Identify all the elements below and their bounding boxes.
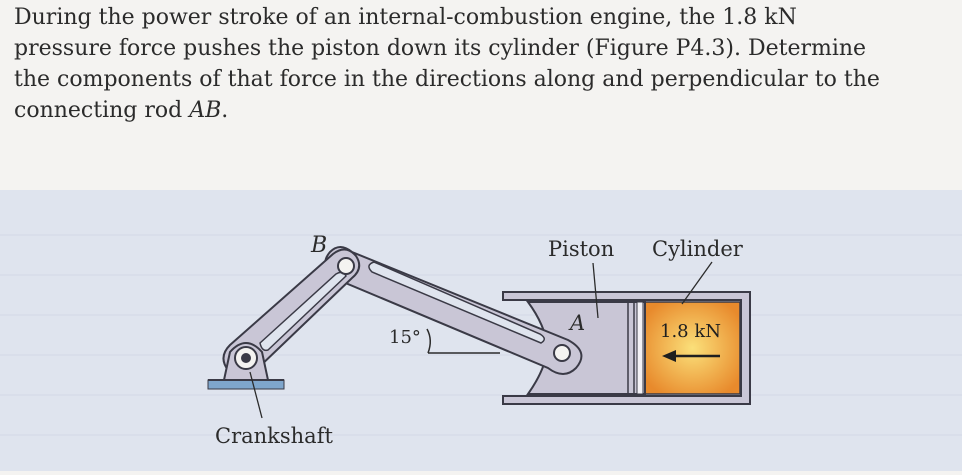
ground-icon	[208, 380, 284, 389]
force-box	[645, 302, 740, 394]
problem-statement	[14, 2, 949, 126]
problem-line-3: the components of that force in the directions along and perpendicular to the	[14, 67, 880, 92]
engine-figure	[0, 190, 962, 471]
label-angle: 15°	[389, 327, 421, 348]
problem-line-2: pressure force pushes the piston down its cylinder (Figure P4.3). Determine	[14, 36, 867, 61]
label-b: B	[311, 233, 328, 258]
rod-name: AB	[189, 98, 222, 123]
label-crankshaft: Crankshaft	[215, 424, 333, 448]
problem-line-4	[14, 95, 949, 126]
pin-b	[338, 258, 354, 274]
problem-line-1: During the power stroke of an internal-combustion engine, the 1.8 kN	[14, 5, 797, 30]
label-cylinder: Cylinder	[652, 237, 743, 261]
label-a: A	[570, 311, 586, 335]
problem-line-4-prefix: connecting rod	[14, 98, 190, 123]
label-piston: Piston	[548, 237, 615, 261]
pin-a	[554, 345, 570, 361]
problem-line-4-suffix: .	[221, 98, 229, 123]
figure-panel	[0, 190, 962, 471]
label-force: 1.8 kN	[660, 321, 722, 342]
